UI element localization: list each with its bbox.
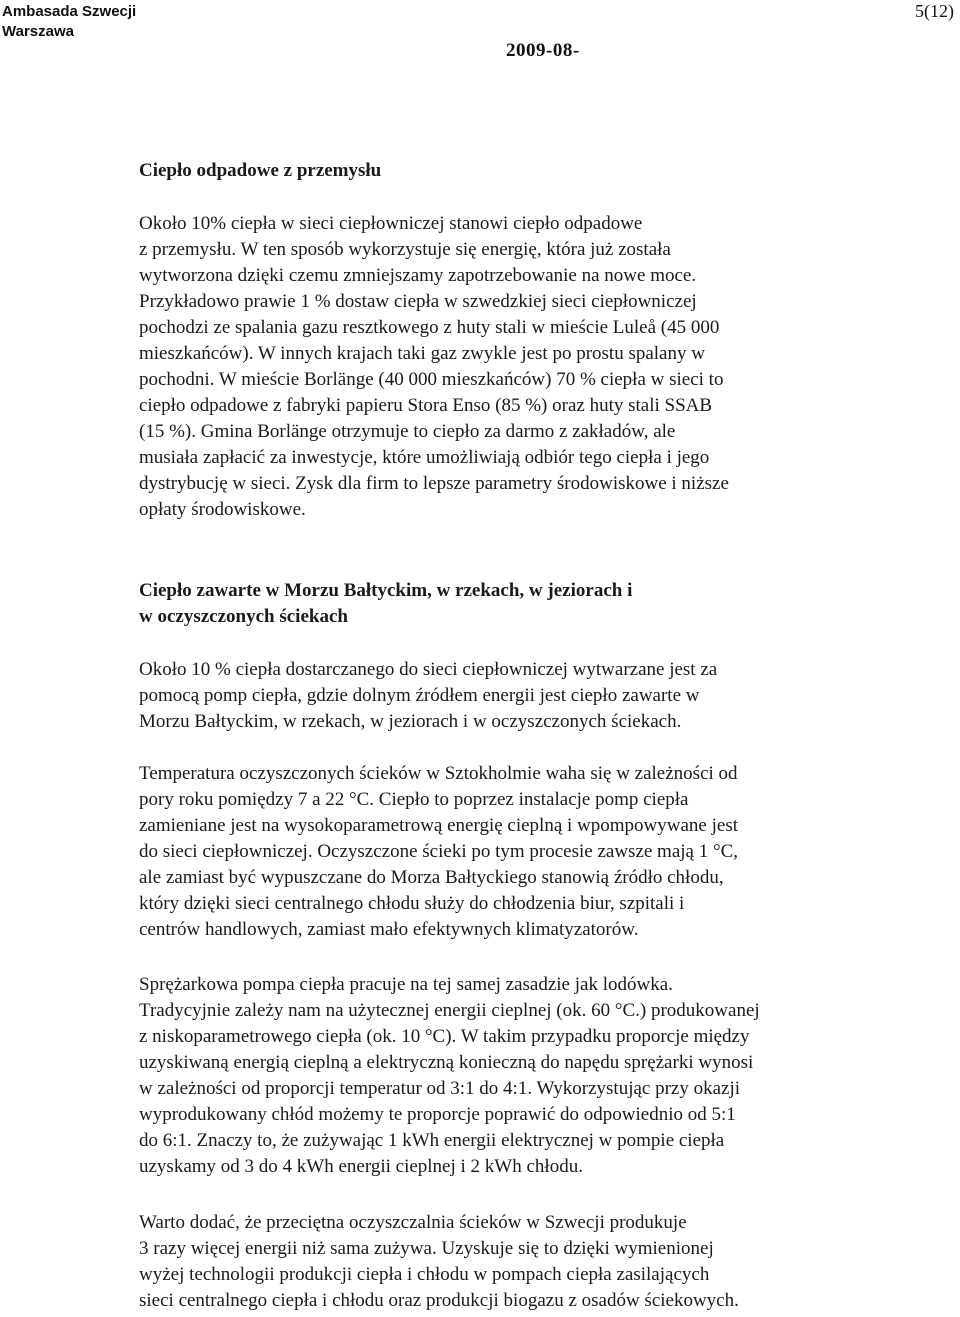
embassy-city: Warszawa [2,23,74,40]
page-number: 5(12) [915,1,954,21]
paragraph-line: musiała zapłacić za inwestycje, które umożliwiają odbiór tego ciepła i jego [139,447,710,468]
paragraph-line: uzyskamy od 3 do 4 kWh energii cieplnej i 2 kWh chłodu. [139,1156,583,1177]
paragraph-line: Morzu Bałtyckim, w rzekach, w jeziorach i w oczyszczonych ściekach. [139,711,682,732]
paragraph-line: Około 10% ciepła w sieci ciepłowniczej stanowi ciepło odpadowe [139,213,643,234]
paragraph-line: zamieniane jest na wysokoparametrową energię cieplną i wpompowywane jest [139,815,738,836]
section2-paragraph-1 [139,657,859,735]
paragraph-line: do 6:1. Znaczy to, że zużywając 1 kWh energii elektrycznej w pompie ciepła [139,1130,725,1151]
paragraph-line: (15 %). Gmina Borlänge otrzymuje to ciepło za darmo z zakładów, ale [139,421,676,442]
paragraph-line: ale zamiast być wypuszczane do Morza Bałtyckiego stanowią źródło chłodu, [139,867,724,888]
paragraph-line: Tradycyjnie zależy nam na użytecznej energii cieplnej (ok. 60 °C.) produkowanej [139,1000,760,1021]
paragraph-line: mieszkańców). W innych krajach taki gaz zwykle jest po prostu spalany w [139,343,705,364]
paragraph-line: dystrybucję w sieci. Zysk dla firm to lepsze parametry środowiskowe i niższe [139,473,729,494]
paragraph-line: pochodni. W mieście Borlänge (40 000 mieszkańców) 70 % ciepła w sieci to [139,369,724,390]
document-date: 2009-08- [506,40,580,61]
paragraph-line: z niskoparametrowego ciepła (ok. 10 °C). W takim przypadku proporcje między [139,1026,750,1047]
paragraph-line: wyprodukowany chłód możemy te proporcje poprawić do odpowiednio od 5:1 [139,1104,736,1125]
paragraph-line: Około 10 % ciepła dostarczanego do sieci ciepłowniczej wytwarzane jest za [139,659,718,680]
paragraph-line: pory roku pomiędzy 7 a 22 °C. Ciepło to poprzez instalacje pomp ciepła [139,789,689,810]
section2-heading-line1: Ciepło zawarte w Morzu Bałtyckim, w rzekach, w jeziorach i [139,580,633,601]
paragraph-line: pomocą pomp ciepła, gdzie dolnym źródłem energii jest ciepło zawarte w [139,685,700,706]
paragraph-line: wyżej technologii produkcji ciepła i chłodu w pompach ciepła zasilających [139,1264,710,1285]
section1-heading: Ciepło odpadowe z przemysłu [139,160,382,181]
paragraph-line: do sieci ciepłowniczej. Oczyszczone ścieki po tym procesie zawsze mają 1 °C, [139,841,739,862]
paragraph-line: opłaty środowiskowe. [139,499,306,520]
paragraph-line: pochodzi ze spalania gazu resztkowego z huty stali w mieście Luleå (45 000 [139,317,720,338]
section2-paragraph-4 [139,1210,859,1314]
section2-heading-line2: w oczyszczonych ściekach [139,606,348,627]
page-header-organization [2,2,136,42]
section1-paragraph [139,211,859,523]
section2-paragraph-3 [139,972,859,1180]
paragraph-line: sieci centralnego ciepła i chłodu oraz produkcji biogazu z osadów ściekowych. [139,1290,739,1311]
paragraph-line: z przemysłu. W ten sposób wykorzystuje się energię, która już została [139,239,671,260]
paragraph-line: wytworzona dzięki czemu zmniejszamy zapotrzebowanie na nowe moce. [139,265,697,286]
paragraph-line: Temperatura oczyszczonych ścieków w Sztokholmie waha się w zależności od [139,763,738,784]
paragraph-line: centrów handlowych, zamiast mało efektywnych klimatyzatorów. [139,919,639,940]
paragraph-line: Sprężarkowa pompa ciepła pracuje na tej samej zasadzie jak lodówka. [139,974,673,995]
paragraph-line: który dzięki sieci centralnego chłodu służy do chłodzenia biur, szpitali i [139,893,685,914]
paragraph-line: ciepło odpadowe z fabryki papieru Stora Enso (85 %) oraz huty stali SSAB [139,395,713,416]
embassy-name: Ambasada Szwecji [2,3,137,20]
paragraph-line: Przykładowo prawie 1 % dostaw ciepła w szwedzkiej sieci ciepłowniczej [139,291,697,312]
paragraph-line: w zależności od proporcji temperatur od 3:1 do 4:1. Wykorzystując przy okazji [139,1078,741,1099]
paragraph-line: Warto dodać, że przeciętna oczyszczalnia ścieków w Szwecji produkuje [139,1212,687,1233]
paragraph-line: 3 razy więcej energii niż sama zużywa. Uzyskuje się to dzięki wymienionej [139,1238,714,1259]
paragraph-line: uzyskiwaną energią cieplną a elektryczną konieczną do napędu sprężarki wynosi [139,1052,754,1073]
section2-paragraph-2 [139,761,859,943]
